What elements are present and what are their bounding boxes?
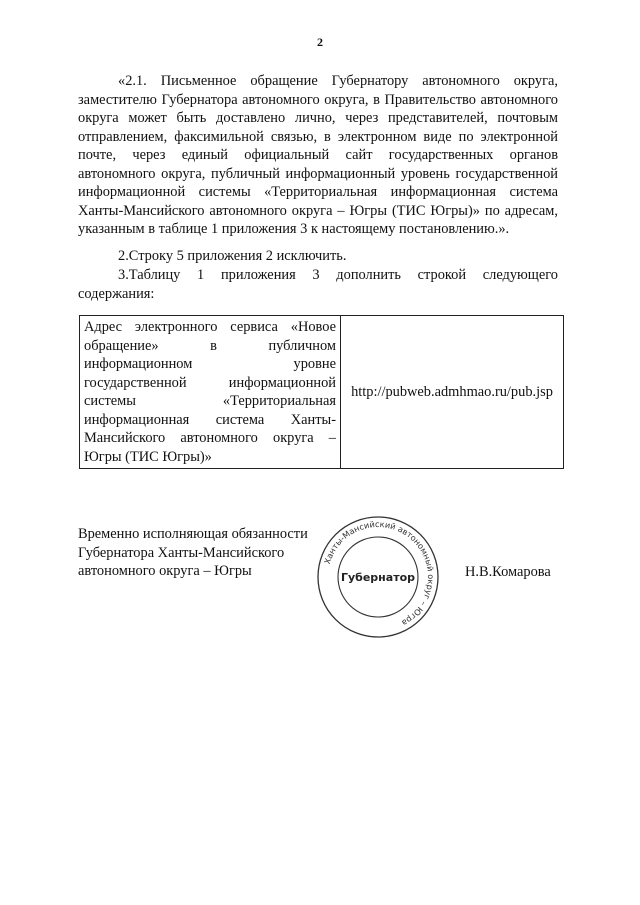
paragraph-text: 3.Таблицу 1 приложения 3 дополнить строкой следующего содержания: — [78, 267, 558, 302]
signer-name: Н.В.Комарова — [465, 564, 551, 580]
table-cell-url: http://pubweb.admhmao.ru/pub.jsp — [341, 316, 564, 469]
seal-center-text: Губернатор — [340, 571, 416, 584]
position-line: Губернатора Ханты-Мансийского — [78, 544, 285, 561]
position-line: автономного округа – Югры — [78, 563, 252, 579]
seal-ring-text: Ханты-Мансийский автономный округ – Югра — [321, 518, 437, 629]
address-table — [79, 315, 564, 469]
table-row — [80, 316, 564, 469]
paragraph-item-3 — [78, 266, 558, 303]
paragraph-text: 2.Строку 5 приложения 2 исключить. — [118, 248, 347, 264]
paragraph-2-1 — [78, 72, 558, 239]
signature-position — [78, 525, 318, 581]
table-cell-description: Адрес электронного сервиса «Новое обращение» в публичном информационном уровне государственной информационной системы «Территориальная информационная система Ханты-Мансийского автономного округа – Югры (ТИС Югры)» — [80, 316, 341, 469]
page-number: 2 — [317, 35, 323, 49]
position-line: Временно исполняющая обязанности — [78, 526, 308, 542]
paragraph-text: «2.1. Письменное обращение Губернатору автономного округа, заместителю Губернатора автономного округа, в Правительство автономного округа может быть доставлено лично, через представителей, почтовым отправлением, факсимильной связью, в электронном виде по электронной почте, через единый официальный сайт государственных органов автономного округа, публичный информационный уровень государственной информационной системы «Территориальная информационная система Ханты-Мансийского автономного округа – Югры (ТИС Югры)» по адресам, указанным в таблице 1 приложения 3 к настоящему постановлению.». — [78, 73, 558, 237]
official-seal-stamp — [315, 514, 441, 640]
paragraph-item-2 — [78, 247, 558, 266]
